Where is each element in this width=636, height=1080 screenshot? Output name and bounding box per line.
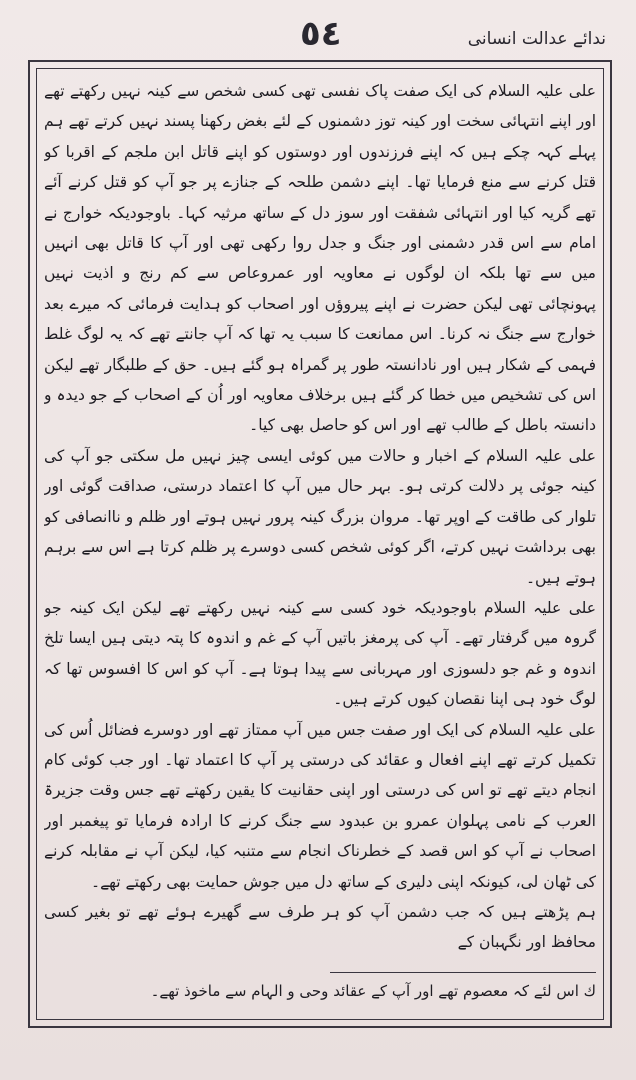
paragraph: علی علیہ السلام کی ایک اور صفت جس میں آپ ممتاز تھے اور دوسرے فضائل اُس کی تکمیل کرتے تھے اپنے افعال و عقائد کی درستی پر آپ کا اعتماد تھا۔ اور جب کوئی کام انجام دیتے تھے تو اس کی درستی اور اپنی حقانیت کا یقین رکھتے تھے جس وقت جزیرۃ العرب کے نامی پہلوان عمرو بن عبدود سے جنگ کرنے کا ارادہ فرمایا تو پیغمبر اور اصحاب نے آپ کو اس قصد کے خطرناک انجام سے متنبہ کیا، لیکن آپ نے مقابلہ کرنے کی ٹھان لی، کیونکہ اپنی دلیری کے ساتھ دل میں جوش حمایت بھی رکھتے تھے۔ <box>44 720 596 891</box>
running-title: ندائے عدالت انسانی <box>467 29 606 49</box>
page-number: ٥٤ <box>300 14 342 54</box>
paragraph: ہم پڑھتے ہیں کہ جب دشمن آپ کو ہر طرف سے گھیرے ہوئے تھے تو بغیر کسی محافظ اور نگہبان کے <box>44 902 596 952</box>
footnote-divider <box>330 972 596 973</box>
body-text <box>44 76 596 956</box>
paragraph: علی علیہ السلام کے اخبار و حالات میں کوئی ایسی چیز نہیں مل سکتی جو آپ کی کینہ جوئی پر دلالت کرتی ہو۔ بہر حال میں آپ کا اعتماد درستی، صداقت گوئی اور تلوار کی طاقت کے اوپر تھا۔ مروان بزرگ کینہ پرور نہیں ہوتے اور ظلم و ناانصافی کو بھی برداشت نہیں کرتے، اگر کوئی شخص کسی دوسرے پر ظلم کرتا ہے اس سے برہم ہوتے ہیں۔ <box>44 446 596 587</box>
paragraph: علی علیہ السلام کی ایک صفت پاک نفسی تھی کسی شخص سے کینہ نہیں رکھتے تھے اور اپنے انتہائی سخت اور کینہ توز دشمنوں کے لئے بغض رکھنا پسند نہیں کرتے تھے ہم پہلے کہہ چکے ہیں کہ اپنے فرزندوں اور دوستوں کو اپنے قاتل ابن ملجم کے اقربا کو قتل کرنے سے منع فرمایا تھا۔ اپنے دشمن طلحہ کے جنازے پر جو آپ کو قتل کرنے آئے تھے گریہ کیا اور انتہائی شفقت اور سوز دل کے ساتھ مرثیہ کہا۔ باوجودیکہ خوارج نے امام سے اس قدر دشمنی اور جنگ و جدل روا رکھی تھی اور آپ کا قاتل بھی انہیں میں سے تھا بلکہ ان لوگوں نے معاویہ اور عمروعاص سے کم رنج و اذیت نہیں پہونچائی تھی لیکن حضرت نے اپنے پیروؤں اور اصحاب کو ہدایت فرمائی کہ میرے بعد خوارج سے جنگ نہ کرنا۔ اس ممانعت کا سبب یہ تھا کہ آپ جانتے تھے کہ یہ لوگ غلط فہمی کے شکار ہیں اور نادانستہ طور پر گمراہ ہو گئے ہیں۔ حق کے طلبگار تھے لیکن اس کی تشخیص میں خطا کر گئے ہیں برخلاف معاویہ اور اُن کے اصحاب کے جو دیدہ و دانستہ باطل کے طالب تھے اور اس کو حاصل بھی کیا۔ <box>44 82 596 435</box>
paragraph: علی علیہ السلام باوجودیکہ خود کسی سے کینہ نہیں رکھتے تھے لیکن ایک کینہ جو گروہ میں گرفتار تھے۔ آپ کی پرمغز باتیں آپ کے غم و اندوہ کا پتہ دیتی ہیں ایسا تلخ اندوہ و غم جو دلسوزی اور مہربانی سے پیدا ہوتا ہے۔ آپ کو اس کا افسوس تھا کہ لوگ خود ہی اپنا نقصان کیوں کرتے ہیں۔ <box>44 598 596 709</box>
footnote: ك اس لئے کہ معصوم تھے اور آپ کے عقائد وحی و الہام سے ماخوذ تھے۔ <box>150 982 596 1000</box>
page-header <box>30 14 614 58</box>
